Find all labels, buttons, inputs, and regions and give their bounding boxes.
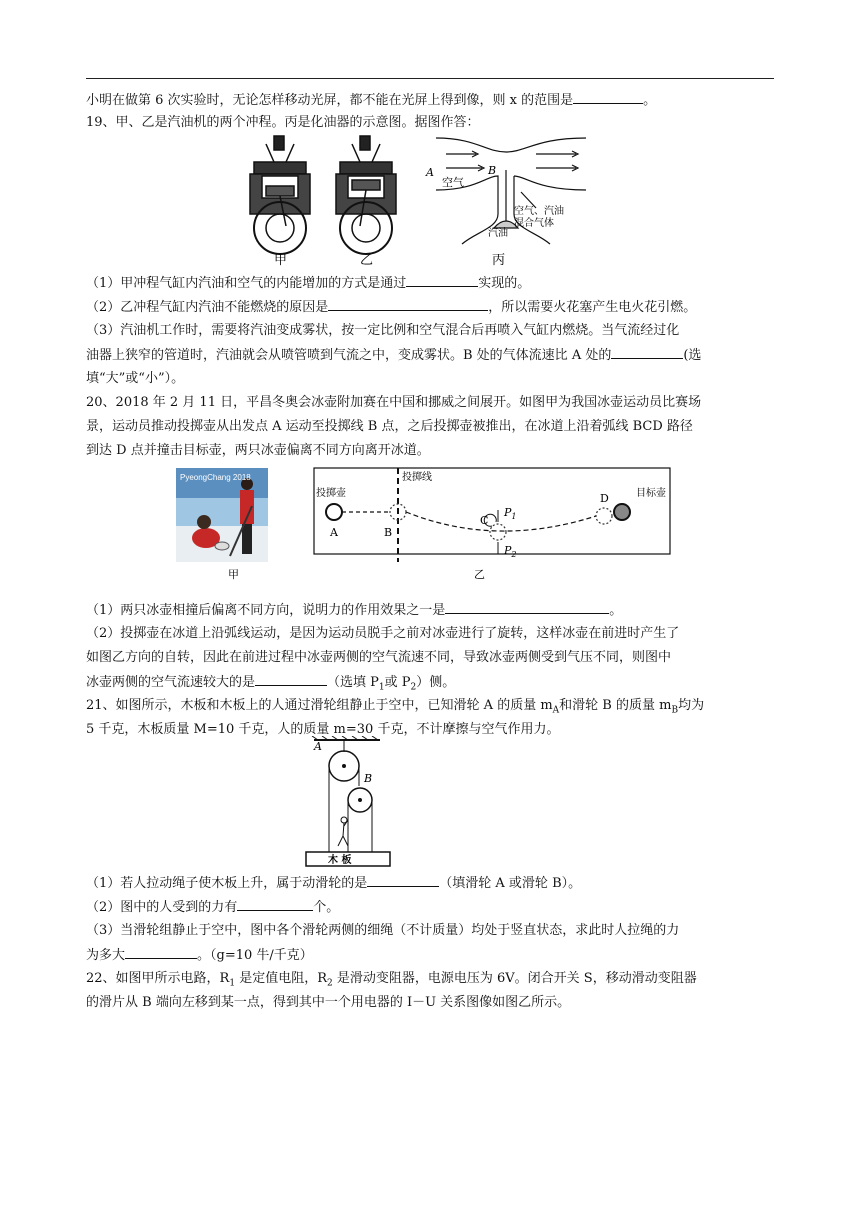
question-21-part-3: （3）当滑轮组静止于空中，图中各个滑轮两侧的细绳（不计质量）均处于竖直状态，求此时人拉绳的力 (86, 923, 680, 938)
label-mix-2: 混合气体 (514, 218, 554, 229)
question-19-part-3-end: 填“大”或“小”）。 (86, 371, 185, 386)
text: （填滑轮 A 或滑轮 B）。 (439, 876, 582, 891)
text: （1）甲冲程气缸内汽油和空气的内能增加的方式是通过 (86, 276, 407, 291)
question-21-part-3-end (86, 944, 776, 967)
subscript: B (671, 705, 679, 716)
target-stone (614, 504, 630, 520)
label-P1: $P_1$ (504, 506, 517, 521)
pulley-B-axle (358, 798, 362, 802)
question-18-tail (86, 89, 776, 112)
label-P2: $P_2$ (504, 544, 517, 559)
label-air: 空气 (442, 176, 464, 189)
label-yi: 乙 (360, 253, 374, 268)
question-19-part-2 (86, 296, 776, 319)
label-fuel: 汽油 (488, 228, 508, 239)
question-19-stem: 19、甲、乙是汽油机的两个冲程。丙是化油器的示意图。据图作答： (86, 115, 480, 130)
curling-photo (176, 468, 268, 562)
text: 个。 (313, 900, 340, 915)
pulley-A-axle (342, 764, 346, 768)
text: ，所以需要火花塞产生电火花引燃。 (488, 300, 697, 315)
arc-path-BCD (406, 512, 596, 531)
label-yi: 乙 (474, 568, 485, 581)
text: 。（g=10 牛/千克） (197, 948, 313, 963)
label-A: A (314, 740, 322, 753)
question-20-part-2: （2）投掷壶在冰道上沿弧线运动，是因为运动员脱手之前对冰壶进行了旋转，这样冰壶在前进时产生了 (86, 626, 680, 641)
label-D: D (600, 492, 609, 505)
label-B: B (364, 772, 373, 785)
text: (选 (683, 348, 702, 363)
stone-at-D (596, 508, 612, 524)
answer-blank[interactable] (406, 272, 478, 287)
carburetor-diagram (436, 138, 586, 244)
answer-blank[interactable] (125, 944, 197, 959)
text: （1）若人拉动绳子使木板上升，属于动滑轮的是 (86, 876, 368, 891)
figure-21-pulleys (300, 736, 396, 870)
label-toss: 投掷壶 (316, 488, 346, 499)
text: 油器上狭窄的管道时，汽油就会从喷管喷到气流之中，变成雾状。B 处的气体流速比 A 处的 (86, 348, 612, 363)
question-20-stem-2: 景，运动员推动投掷壶从出发点 A 运动至投掷线 B 点，之后投掷壶被推出，在冰道上沿着弧线 BCD 路径 (86, 419, 693, 434)
label-bing: 丙 (492, 253, 506, 268)
label-target: 目标壶 (636, 488, 666, 499)
engine-jia-diagram (250, 136, 310, 254)
photo-banner: PyeongChang 2018 (180, 473, 251, 482)
subscript: 1 (378, 682, 385, 693)
question-20-stem-3: 到达 D 点并撞击目标壶，两只冰壶偏离不同方向离开冰道。 (86, 443, 430, 458)
label-A: A (426, 166, 434, 179)
label-jia: 甲 (274, 253, 288, 268)
label-board: 木 板 (328, 855, 352, 866)
question-20-part-2-cont: 如图乙方向的自转，因此在前进过程中冰壶两侧的空气流速不同，导致冰壶两侧受到气压不同，则图中 (86, 650, 672, 665)
question-22-stem-2: 的滑片从 B 端向左移到某一点，得到其中一个用电器的 I－U 关系图像如图乙所示。 (86, 995, 571, 1010)
label-B: B (384, 526, 393, 539)
subscript: 2 (327, 978, 333, 989)
answer-blank[interactable] (237, 896, 313, 911)
text: 冰壶两侧的空气流速较大的是 (86, 675, 256, 690)
text: 22、如图甲所示电路，R (86, 971, 230, 986)
question-21-part-2 (86, 896, 776, 919)
label-C: C (480, 514, 489, 527)
text: ）侧。 (416, 675, 456, 690)
question-19-part-3: （3）汽油机工作时，需要将汽油变成雾状，按一定比例和空气混合后再喷入气缸内燃烧。当气流经过化 (86, 323, 680, 338)
engine-yi-diagram (336, 136, 396, 254)
start-stone (326, 504, 342, 520)
question-20-stem-1: 20、2018 年 2 月 11 日，平昌冬奥会冰壶附加赛在中国和挪威之间展开。如图甲为我国冰壶运动员比赛场 (86, 395, 702, 410)
text: （2）图中的人受到的力有 (86, 900, 238, 915)
text: 21、如图所示，木板和木板上的人通过滑轮组静止于空中，已知滑轮 A 的质量 m (86, 698, 553, 713)
answer-blank[interactable] (367, 872, 439, 887)
label-B: B (488, 164, 497, 177)
label-A: A (330, 526, 338, 539)
text: 小明在做第 6 次实验时，无论怎样移动光屏，都不能在光屏上得到像，则 x 的范围是 (86, 93, 574, 108)
figure-19 (236, 132, 596, 272)
text: （2）乙冲程气缸内汽油不能燃烧的原因是 (86, 300, 329, 315)
subscript: 1 (229, 978, 236, 989)
subscript: A (552, 705, 560, 716)
label-throw-line: 投掷线 (402, 472, 432, 483)
text: 是滑动变阻器，电源电压为 6V。闭合开关 S，移动滑动变阻器 (332, 971, 697, 986)
label-mix-1: 空气、汽油 (514, 206, 564, 217)
text: 均为 (678, 698, 705, 713)
text: 和滑轮 B 的质量 m (559, 698, 672, 713)
answer-blank[interactable] (328, 296, 488, 311)
answer-blank[interactable] (445, 599, 609, 614)
figure-20 (176, 466, 676, 586)
question-19-part-1 (86, 272, 776, 295)
text: （选填 P (327, 675, 379, 690)
answer-blank[interactable] (255, 671, 327, 686)
text: 是定值电阻，R (235, 971, 327, 986)
text: 。 (609, 603, 623, 618)
question-21-part-1 (86, 872, 776, 895)
text: （1）两只冰壶相撞后偏离不同方向，说明力的作用效果之一是 (86, 603, 446, 618)
header-rule (86, 78, 774, 79)
answer-blank[interactable] (611, 344, 683, 359)
question-20-part-1 (86, 599, 776, 622)
text: 为多大 (86, 948, 126, 963)
question-19-part-3-cont (86, 344, 776, 367)
subscript: 2 (410, 682, 417, 693)
question-21-stem-1 (86, 695, 776, 722)
person (338, 817, 348, 846)
question-22-stem-1 (86, 968, 776, 995)
text: 或 P (384, 675, 411, 690)
stone-at-C (490, 524, 506, 540)
text: 。 (643, 93, 657, 108)
label-jia: 甲 (228, 568, 239, 581)
answer-blank[interactable] (573, 89, 643, 104)
question-21-stem-2: 5 千克，木板质量 M=10 千克，人的质量 m=30 千克，不计摩擦与空气作用力。 (86, 722, 560, 737)
text: 实现的。 (478, 276, 531, 291)
